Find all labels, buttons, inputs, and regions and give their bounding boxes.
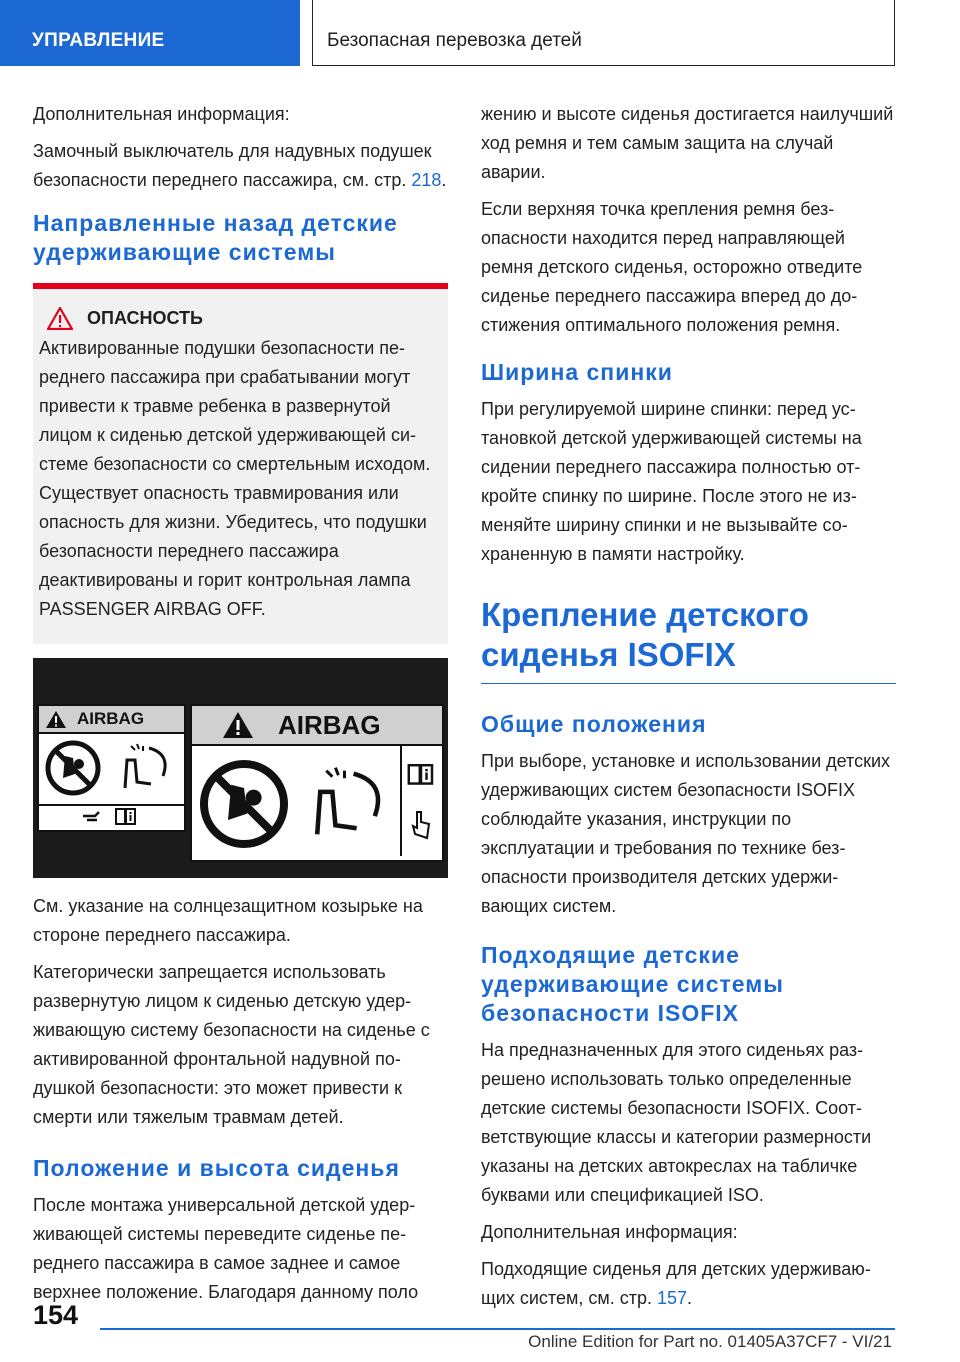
warning-triangle-icon [222, 711, 254, 739]
paragraph: Дополнительная информация: [33, 104, 290, 124]
page-number: 154 [33, 1300, 79, 1330]
section-heading: Общие положения [481, 711, 707, 737]
airbag-sticker-small [37, 704, 186, 832]
paragraph: На предназначенных для этого сиденьях разрешено использовать только определенные детские системы безопасности ISOFIX. Соответствующие классы и категории размерности указаны на детских автокреслах на табличке буквами или спецификацией ISO. [481, 1040, 872, 1205]
paragraph: Подходящие сиденья для детских удерживающих систем, см. стр. 157. [481, 1259, 871, 1308]
chapter-heading: Крепление детского сиденья ISOFIX [481, 595, 896, 684]
chapter-title: Безопасная перевозка детей [312, 0, 895, 66]
airbag-text: AIRBAG [77, 709, 145, 728]
section-heading: Направленные назад детские удерживающие системы [33, 210, 398, 265]
warning-triangle-icon [45, 710, 67, 729]
paragraph: жению и высоте сиденья достигается наилучший ход ремня и тем самым защита на случай аварии. [481, 104, 894, 182]
right-column [481, 100, 896, 1321]
warning-triangle-icon [47, 307, 73, 330]
paragraph: После монтажа универсальной детской удерживающей системы переведите сиденье переднего пассажира в самое заднее и самое верхнее положение. Благодаря данному поло [33, 1195, 419, 1302]
section-heading: Ширина спинки [481, 359, 673, 385]
paragraph: При выборе, установке и использовании детских удерживающих систем безопасности ISOFIX соблюдайте указания, инструкции по эксплуатации и требования по технике безопасности производителя детских удерживающих систем. [481, 751, 891, 916]
paragraph: Если верхняя точка крепления ремня безопасности находится перед направляющей ремня детского сиденья, осторожно отведите сиденье переднего пассажира вперед до достижения оптимального положения ремня. [481, 199, 863, 335]
hand-pointer-icon [409, 810, 433, 840]
page-header [0, 0, 960, 66]
airbag-sticker-large [190, 704, 444, 862]
airbag-deploy-icon [296, 756, 396, 852]
paragraph: При регулируемой ширине спинки: перед установкой детской удерживающей системы на сидении переднего пассажира полностью откройте спинку по ширине. После этого не изменяйте ширину спинки и не вызывайте сохраненную в памяти настройку. [481, 399, 862, 564]
airbag-label-photo [33, 658, 448, 878]
danger-header [47, 307, 440, 330]
danger-text: Активированные подушки безопасности переднего пассажира при срабатывании могут привести к травме ребенка в развернутой лицом к сиденью детской удерживающей системе безопасности со смертельным исходом. Существует опасность травмирования или опасность для жизни. Убедитесь, что подушки безопасности переднего пассажира деактивированы и горит контрольная лампа PASSENGER AIRBAG OFF. [39, 338, 431, 619]
manual-book-icon [407, 764, 435, 786]
paragraph: См. указание на солнцезащитном козырьке на стороне переднего пассажира. [33, 896, 423, 945]
airbag-deploy-icon [111, 738, 177, 798]
left-column [33, 100, 448, 1315]
danger-title: ОПАСНОСТЬ [87, 308, 203, 328]
page-link[interactable]: 218 [411, 170, 442, 190]
hand-pointer-icon [81, 808, 103, 826]
paragraph: Категорически запрещается использовать развернутую лицом к сиденью детскую удерживающую систему безопасности на сиденье с активированной фронтальной надувной подушкой безопасности: это может привести к смерти или тяжелым травмам детей. [33, 962, 430, 1127]
edition-text[interactable]: Online Edition for Part no. 01405A37CF7 - VI/21 [528, 1332, 892, 1351]
manual-book-icon [115, 808, 137, 826]
footer-divider [100, 1328, 895, 1330]
section-heading: Подходящие детские удерживающие системы безопасности ISOFIX [481, 942, 784, 1026]
airbag-text: AIRBAG [278, 709, 381, 740]
paragraph: Замочный выключатель для надувных подушек безопасности переднего пассажира, см. стр. 218. [33, 141, 447, 190]
section-heading: Положение и высота сиденья [33, 1155, 400, 1181]
no-rear-child-seat-icon [196, 756, 292, 852]
paragraph: Дополнительная информация: [481, 1222, 738, 1242]
danger-box [33, 283, 448, 644]
no-rear-child-seat-icon [43, 738, 103, 798]
page-link[interactable]: 157 [656, 1288, 688, 1308]
section-tab[interactable]: УПРАВЛЕНИЕ [0, 0, 300, 66]
